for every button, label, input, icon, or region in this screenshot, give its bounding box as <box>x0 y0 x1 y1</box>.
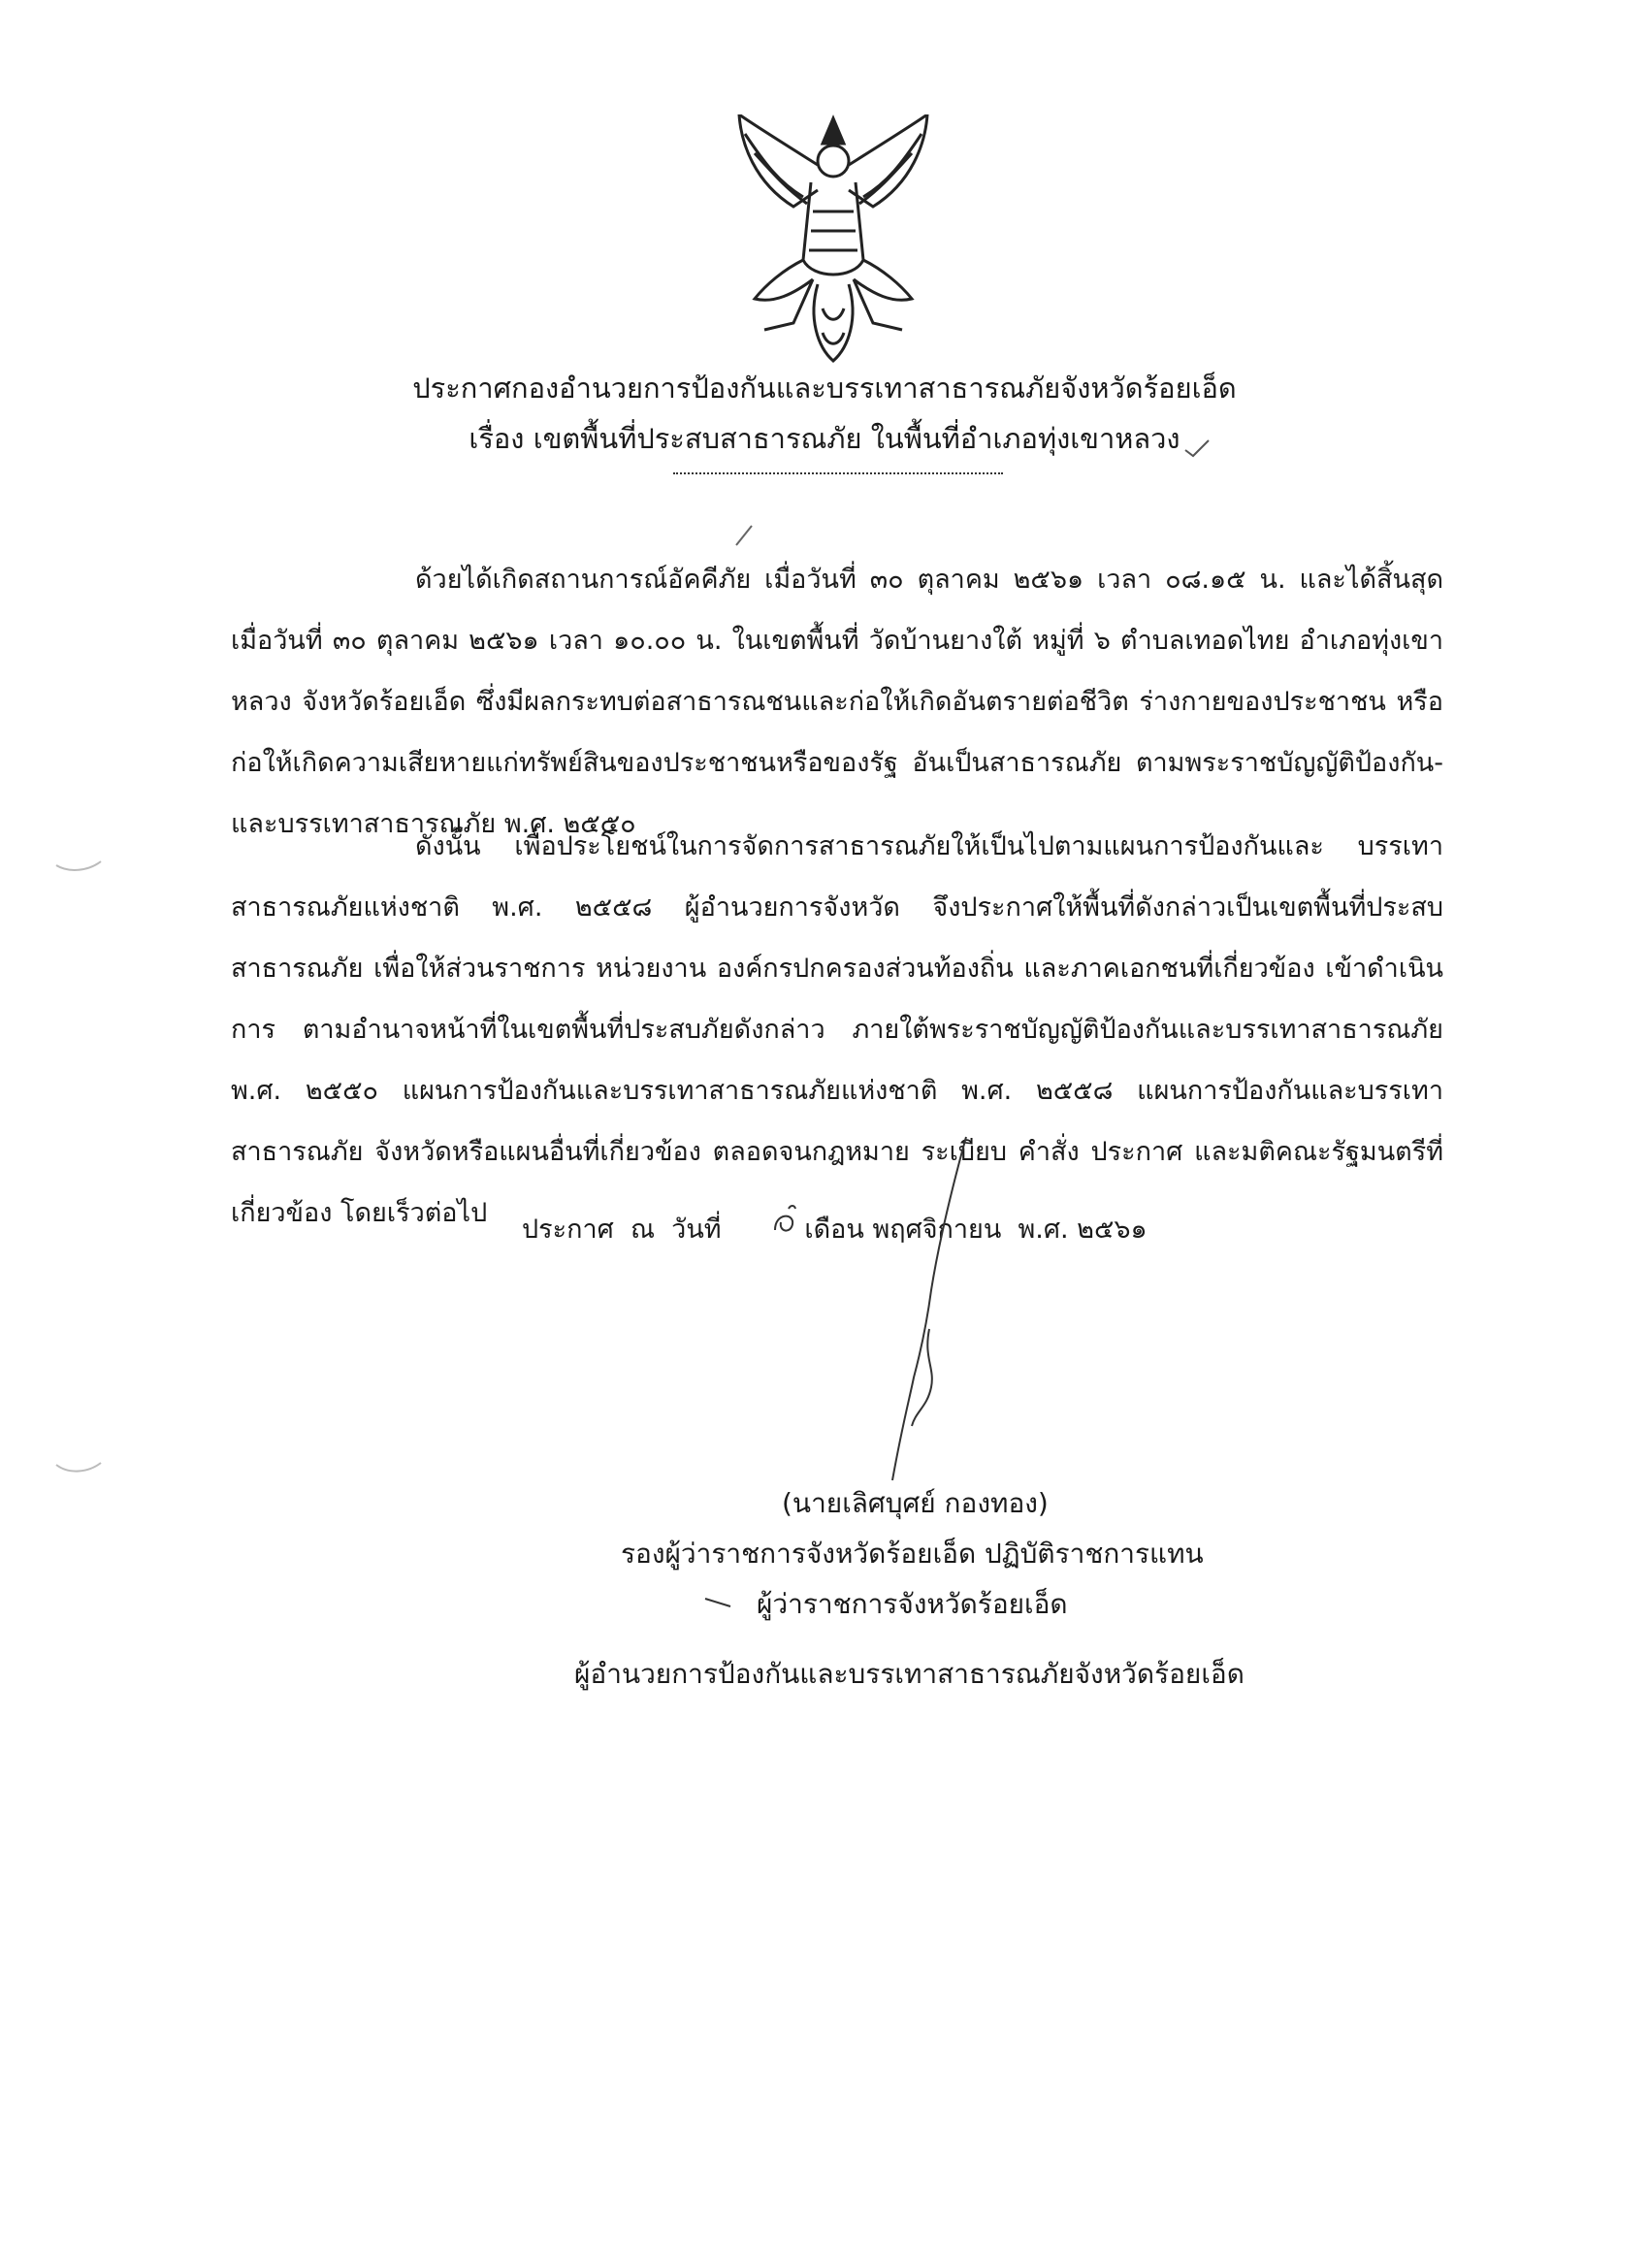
date-line <box>522 1211 1148 1249</box>
date-prefix: ประกาศ ณ วันที่ <box>522 1215 722 1245</box>
signatory-position-2: ผู้ว่าราชการจังหวัดร้อยเอ็ด <box>757 1588 1068 1620</box>
signatory-position-3: ผู้อำนวยการป้องกันและบรรเทาสาธารณภัยจังหวัดร้อยเอ็ด <box>574 1658 1245 1690</box>
checkmark-icon <box>734 524 754 549</box>
signatory-position-1: รองผู้ว่าราชการจังหวัดร้อยเอ็ด ปฏิบัติราชการแทน <box>621 1538 1204 1570</box>
date-suffix: เดือน พฤศจิกายน พ.ศ. ๒๕๖๑ <box>804 1215 1148 1245</box>
punch-hole-mark <box>54 836 103 875</box>
dotted-separator <box>673 472 1003 474</box>
handwritten-day-icon <box>771 1201 798 1240</box>
checkmark-icon <box>1183 438 1211 458</box>
body-paragraph-2: ดังนั้น เพื่อประโยชน์ในการจัดการสาธารณภัยให้เป็นไปตามแผนการป้องกันและ บรรเทาสาธารณภัยแห่งชาติ พ.ศ. ๒๕๕๘ ผู้อำนวยการจังหวัด จึงประกาศให้พื้นที่ดังกล่าวเป็นเขตพื้นที่ประสบ สาธารณภัย เพื่อให้ส่วนราชการ หน่วยงาน องค์กรปกครองส่วนท้องถิ่น และภาคเอกชนที่เกี่ยวข้อง เข้าดำเนินการ ตามอำนาจหน้าที่ในเขตพื้นที่ประสบภัยดังกล่าว ภายใต้พระราชบัญญัติป้องกันและบรรเทาสาธารณภัย พ.ศ. ๒๕๕๐ แผนการป้องกันและบรรเทาสาธารณภัยแห่งชาติ พ.ศ. ๒๕๕๘ แผนการป้องกันและบรรเทาสาธารณภัย จังหวัดหรือแผนอื่นที่เกี่ยวข้อง ตลอดจนกฎหมาย ระเบียบ คำสั่ง ประกาศ และมติคณะรัฐมนตรีที่เกี่ยวข้อง โดยเร็วต่อไป <box>231 831 1443 1228</box>
garuda-emblem-icon <box>726 114 941 363</box>
signature-scribble-icon <box>854 1135 970 1484</box>
punch-hole-mark <box>54 1447 103 1486</box>
body-paragraph-1: ด้วยได้เกิดสถานการณ์อัคคีภัย เมื่อวันที่ ๓๐ ตุลาคม ๒๕๖๑ เวลา ๐๘.๑๕ น. และได้สิ้นสุด เมื่อวันที่ ๓๐ ตุลาคม ๒๕๖๑ เวลา ๑๐.๐๐ น. ในเขตพื้นที่ วัดบ้านยางใต้ หมู่ที่ ๖ ตำบลเทอดไทย อำเภอทุ่งเขาหลวง จังหวัดร้อยเอ็ด ซึ่งมีผลกระทบต่อสาธารณชนและก่อให้เกิดอันตรายต่อชีวิต ร่างกายของประชาชน หรือ ก่อให้เกิดความเสียหายแก่ทรัพย์สินของประชาชนหรือของรัฐ อันเป็นสาธารณภัย ตามพระราชบัญญัติป้องกัน- และบรรเทาสาธารณภัย พ.ศ. ๒๕๕๐ <box>231 565 1443 839</box>
announcement-subject: เรื่อง เขตพื้นที่ประสบสาธารณภัย ในพื้นที่อำเภอทุ่งเขาหลวง <box>469 422 1180 455</box>
announcement-title: ประกาศกองอำนวยการป้องกันและบรรเทาสาธารณภัยจังหวัดร้อยเอ็ด <box>412 372 1237 405</box>
dash-mark-icon <box>703 1595 732 1610</box>
signatory-name: (นายเลิศบุศย์ กองทอง) <box>782 1487 1049 1519</box>
